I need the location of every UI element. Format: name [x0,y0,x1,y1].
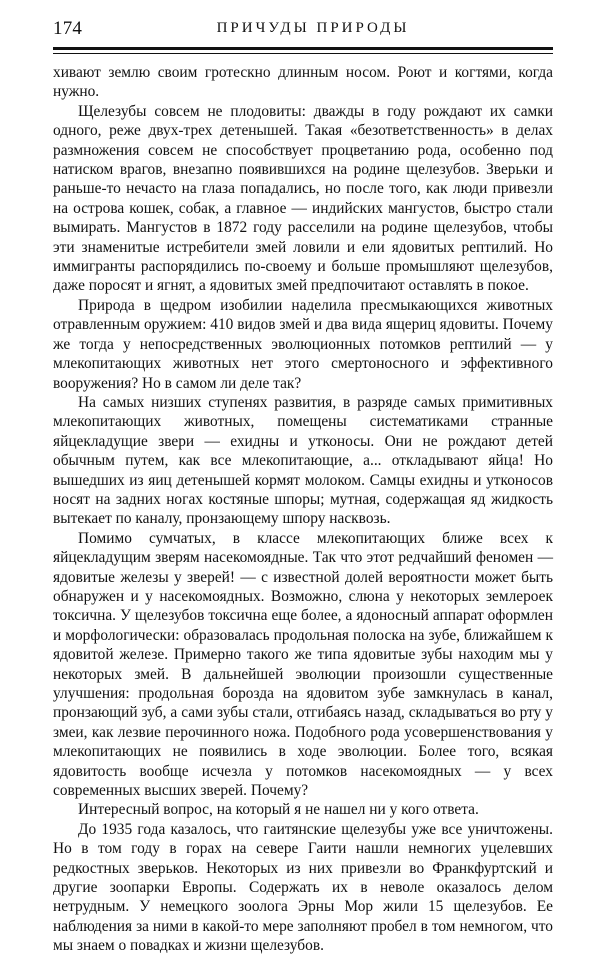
page-number: 174 [53,18,83,39]
header-rule-thick [53,47,553,50]
paragraph: Природа в щедром изобилии наделила пресмыкающихся животных отравленным оружием: 410 видов змей и два вида ящериц ядовиты. Почему же тогда у непосредственных эволюционных потомков рептилий — у млекопитающих животных нет этого смертоносного и эффективного вооружения? Но в самом ли деле так? [53,296,553,392]
header-rule-thin [53,53,553,54]
paragraph: На самых низших ступенях развития, в разряде самых примитивных млекопитающих животных, помещены систематиками странные яйцекладущие звери — ехидны и утконосы. Они не рождают детей обычным путем, как все млекопитающие, а... откладывают яйца! Но вышедших из яиц детенышей кормят молоком. Самцы ехидны и утконосов носят на задних ногах костяные шпоры; мутная, содержащая яд жидкость вытекает по каналу, пронзающему шпору насквозь. [53,393,553,528]
paragraph: Помимо сумчатых, в классе млекопитающих ближе всех к яйцекладущим зверям насекомоядные. Так что этот редчайший феномен — ядовитые железы у зверей! — с известной долей вероятности может быть обнаружен и у насекомоядных. Возможно, слюна у некоторых землероек токсична. У щелезубов токсична еще более, а ядоносный аппарат оформлен и морфологически: образовалась продольная полоска на зубе, ближайшем к ядовитой железе. Примерно такого же типа ядовитые зубы находим мы у некоторых змей. В дальнейшей эволюции произошли существенные улучшения: продольная борозда на ядовитом зубе замкнулась в канал, пронзающий зуб, а сами зубы стали, отгибаясь назад, складываться во рту у змеи, как лезвие перочинного ножа. Подобного рода усовершенствования у млекопитающих не появились в ходе эволюции. Более того, всякая ядовитость вообще исчезла у потомков насекомоядных — у всех современных высших зверей. Почему? [53,529,553,800]
paragraph: хивают землю своим гротескно длинным носом. Роют и когтями, когда нужно. [53,64,553,101]
body-text [53,63,553,956]
book-page [53,0,553,955]
running-title: ПРИЧУДЫ ПРИРОДЫ [216,20,410,36]
page-header [53,0,553,46]
paragraph: Щелезубы совсем не плодовиты: дважды в году рождают их самки одного, реже двух-трех детенышей. Такая «безответственность» в делах размножения совсем не способствует процветанию рода, особенно под натиском врагов, внезапно появившихся на родине щелезубов. Зверьки и раньше-то нечасто на глаза попадались, но после того, как люди привезли на острова кошек, собак, а главное — индийских мангустов, быстро стали вымирать. Мангустов в 1872 году расселили на родине щелезубов, чтобы эти знаменитые истребители змей ловили и ели ядовитых рептилий. Но иммигранты распорядились по-своему и больше промышляют щелезубов, даже поросят и ягнят, а ядовитых змей предпочитают оставлять в покое. [53,102,553,295]
paragraph: До 1935 года казалось, что гаитянские щелезубы уже все уничтожены. Но в том году в горах на севере Гаити нашли немногих уцелевших редкостных зверьков. Некоторых из них привезли во Франкфуртский и другие зоопарки Европы. Содержать их в неволе оказалось делом нетрудным. У немецкого зоолога Эрны Мор жили 15 щелезубов. Ее наблюдения за ними в какой-то мере заполняют пробел в том немногом, что мы знаем о повадках и жизни щелезубов. [53,820,553,955]
paragraph: Интересный вопрос, на который я не нашел ни у кого ответа. [78,801,479,819]
